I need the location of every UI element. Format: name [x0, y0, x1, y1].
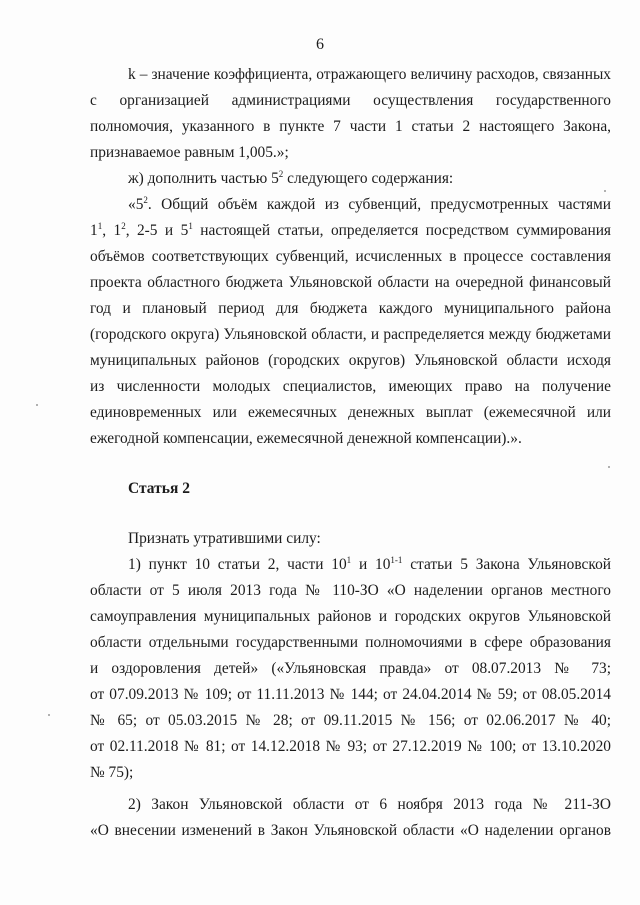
- paragraph-line: области от 5 июля 2013 года № 110-ЗО «О наделении органов местного: [90, 582, 611, 599]
- scan-speck: [608, 466, 610, 468]
- paragraph-line: с организацией администрациями осуществления государственного: [90, 92, 611, 109]
- scan-speck: [48, 714, 50, 716]
- paragraph-line: Признать утратившими силу:: [128, 530, 321, 547]
- paragraph-line: от 02.11.2018 № 81; от 14.12.2018 № 93; от 27.12.2019 № 100; от 13.10.2020: [90, 738, 611, 755]
- page-number: 6: [316, 36, 324, 53]
- paragraph-line: и оздоровления детей» («Ульяновская правда» от 08.07.2013 № 73;: [90, 660, 611, 677]
- paragraph-line: $1^1$, $1^2$, 2-5 и $5^1$ настоящей статьи, определяется посредством суммирования: [90, 221, 612, 239]
- paragraph-line: k – значение коэффициента, отражающего величину расходов, связанных: [128, 66, 611, 83]
- paragraph-line: объёмов соответствующих субвенций, исчисленных в процессе составления: [90, 248, 611, 265]
- paragraph-line: (городского округа) Ульяновской области, и распределяется между бюджетами: [90, 326, 611, 343]
- scan-speck: [604, 190, 606, 192]
- paragraph-line: № 75);: [90, 764, 134, 781]
- paragraph-line: «$5^2$. Общий объём каждой из субвенций, предусмотренных частями: [128, 195, 611, 213]
- paragraph-line: области отдельными государственными полномочиями в сфере образования: [90, 634, 611, 651]
- paragraph-line: № 65; от 05.03.2015 № 28; от 09.11.2015 № 156; от 02.06.2017 № 40;: [90, 712, 611, 729]
- paragraph-line: полномочия, указанного в пункте 7 части 1 статьи 2 настоящего Закона,: [90, 118, 611, 135]
- paragraph-line: признаваемое равным 1,005.»;: [90, 144, 289, 161]
- paragraph-line: проекта областного бюджета Ульяновской области на очередной финансовый: [90, 274, 611, 291]
- paragraph-line: 2) Закон Ульяновской области от 6 ноября 2013 года № 211-ЗО: [128, 796, 611, 813]
- paragraph-line: единовременных или ежемесячных денежных выплат (ежемесячной или: [90, 404, 611, 421]
- paragraph-line: ежегодной компенсации, ежемесячной денежной компенсации).».: [90, 430, 522, 447]
- article-heading: Статья 2: [128, 480, 190, 497]
- scan-speck: [36, 404, 38, 406]
- paragraph-line: «О внесении изменений в Закон Ульяновской области «О наделении органов: [90, 822, 611, 839]
- paragraph-line: ж) дополнить частью $5^2$ следующего содержания:: [128, 169, 454, 187]
- paragraph-line: от 07.09.2013 № 109; от 11.11.2013 № 144; от 24.04.2014 № 59; от 08.05.2014: [90, 686, 611, 703]
- paragraph-line: муниципальных районов (городских округов) Ульяновской области исходя: [90, 352, 611, 369]
- paragraph-line: из численности молодых специалистов, имеющих право на получение: [90, 378, 611, 395]
- paragraph-line: 1) пункт 10 статьи 2, части $10^1$ и 10$^{1-1}$ статьи 5 Закона Ульяновской: [128, 555, 611, 573]
- paragraph-line: самоуправления муниципальных районов и городских округов Ульяновской: [90, 608, 611, 625]
- paragraph-line: год и плановый период для бюджета каждого муниципального района: [90, 300, 611, 317]
